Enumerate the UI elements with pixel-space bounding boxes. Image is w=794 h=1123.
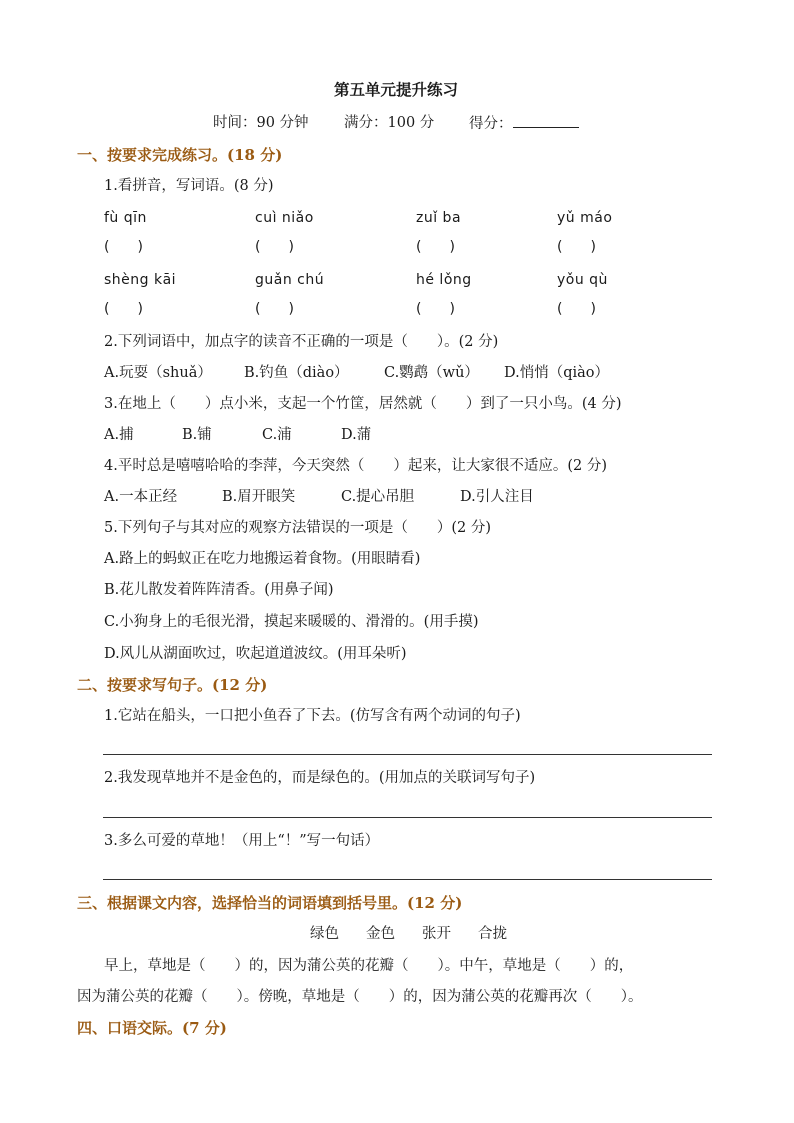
q3-option-c[interactable]: C.浦 bbox=[262, 427, 292, 443]
q4-option-a[interactable]: A.一本正经 bbox=[104, 489, 178, 505]
pinyin-item: guǎn chú bbox=[255, 272, 325, 288]
answer-paren[interactable]: ( ) bbox=[104, 301, 143, 317]
pinyin-item: cuì niǎo bbox=[255, 210, 314, 226]
score-field[interactable] bbox=[469, 113, 579, 134]
fill-paragraph-line-2: 因为蒲公英的花瓣（ ）。傍晚，草地是（ ）的，因为蒲公英的花瓣再次（ ）。 bbox=[77, 989, 643, 1005]
answer-paren[interactable]: ( ) bbox=[255, 301, 294, 317]
q2-option-a[interactable]: A.玩耍（shuǎ） bbox=[104, 365, 212, 381]
answer-paren[interactable]: ( ) bbox=[557, 301, 596, 317]
q2-option-b[interactable]: B.钓鱼（diào） bbox=[244, 365, 349, 381]
q1-prompt: 1.看拼音，写词语。(8 分) bbox=[104, 178, 274, 194]
q5-option-a[interactable]: A.路上的蚂蚁正在吃力地搬运着食物。(用眼睛看) bbox=[104, 551, 421, 567]
word-bank-item: 金色 bbox=[366, 926, 395, 942]
page-title: 第五单元提升练习 bbox=[334, 80, 459, 99]
answer-paren[interactable]: ( ) bbox=[416, 301, 455, 317]
q3-prompt: 3.在地上（ ）点小米，支起一个竹筐，居然就（ ）到了一只小鸟。(4 分) bbox=[104, 396, 622, 412]
s2-q1-prompt: 1.它站在船头，一口把小鱼吞了下去。(仿写含有两个动词的句子) bbox=[104, 708, 521, 724]
answer-line[interactable] bbox=[103, 754, 712, 755]
q3-option-a[interactable]: A.捕 bbox=[104, 427, 134, 443]
q4-option-c[interactable]: C.提心吊胆 bbox=[341, 489, 415, 505]
q2-option-d[interactable]: D.悄悄（qiào） bbox=[504, 365, 610, 381]
pinyin-item: fù qīn bbox=[104, 210, 147, 226]
word-bank-item: 合拢 bbox=[478, 926, 507, 942]
answer-paren[interactable]: ( ) bbox=[104, 239, 143, 255]
q4-option-b[interactable]: B.眉开眼笑 bbox=[222, 489, 296, 505]
full-score-info: 满分：100 分 bbox=[344, 115, 435, 131]
answer-paren[interactable]: ( ) bbox=[255, 239, 294, 255]
fill-paragraph-line-1: 早上，草地是（ ）的，因为蒲公英的花瓣（ ）。中午，草地是（ ）的， bbox=[104, 958, 634, 974]
q5-option-c[interactable]: C.小狗身上的毛很光滑，摸起来暖暖的、滑滑的。(用手摸) bbox=[104, 614, 479, 630]
answer-line[interactable] bbox=[103, 817, 712, 818]
pinyin-item: yǔ máo bbox=[557, 210, 613, 226]
section-2-heading: 二、按要求写句子。(12 分) bbox=[77, 676, 268, 694]
section-3-heading: 三、根据课文内容，选择恰当的词语填到括号里。(12 分) bbox=[77, 894, 463, 912]
section-4-heading: 四、口语交际。(7 分) bbox=[77, 1019, 227, 1037]
q2-prompt: 2.下列词语中，加点字的读音不正确的一项是（ ）。(2 分) bbox=[104, 334, 499, 350]
time-info: 时间：90 分钟 bbox=[213, 115, 309, 131]
s2-q2-prompt: 2.我发现草地并不是金色的，而是绿色的。(用加点的关联词写句子) bbox=[104, 770, 536, 786]
section-1-heading: 一、按要求完成练习。(18 分) bbox=[77, 146, 283, 164]
s2-q3-prompt: 3.多么可爱的草地！（用上“！”写一句话） bbox=[104, 833, 380, 849]
pinyin-item: zuǐ ba bbox=[416, 210, 462, 226]
answer-line[interactable] bbox=[103, 879, 712, 880]
pinyin-item: yǒu qù bbox=[557, 272, 608, 288]
answer-paren[interactable]: ( ) bbox=[416, 239, 455, 255]
q3-option-b[interactable]: B.铺 bbox=[182, 427, 212, 443]
q5-prompt: 5.下列句子与其对应的观察方法错误的一项是（ ）(2 分) bbox=[104, 520, 491, 536]
word-bank-item: 张开 bbox=[422, 926, 451, 942]
q3-option-d[interactable]: D.蒲 bbox=[341, 427, 372, 443]
word-bank-item: 绿色 bbox=[310, 926, 339, 942]
pinyin-item: hé lǒng bbox=[416, 272, 472, 288]
pinyin-item: shèng kāi bbox=[104, 272, 177, 288]
q5-option-d[interactable]: D.风儿从湖面吹过，吹起道道波纹。(用耳朵听) bbox=[104, 646, 407, 662]
q4-prompt: 4.平时总是嘻嘻哈哈的李萍，今天突然（ ）起来，让大家很不适应。(2 分) bbox=[104, 458, 607, 474]
q2-option-c[interactable]: C.鹦鹉（wǔ） bbox=[384, 365, 479, 381]
score-label: 得分： bbox=[469, 116, 513, 132]
score-blank[interactable] bbox=[513, 113, 579, 128]
q4-option-d[interactable]: D.引人注目 bbox=[460, 489, 534, 505]
q5-option-b[interactable]: B.花儿散发着阵阵清香。(用鼻子闻) bbox=[104, 582, 334, 598]
answer-paren[interactable]: ( ) bbox=[557, 239, 596, 255]
